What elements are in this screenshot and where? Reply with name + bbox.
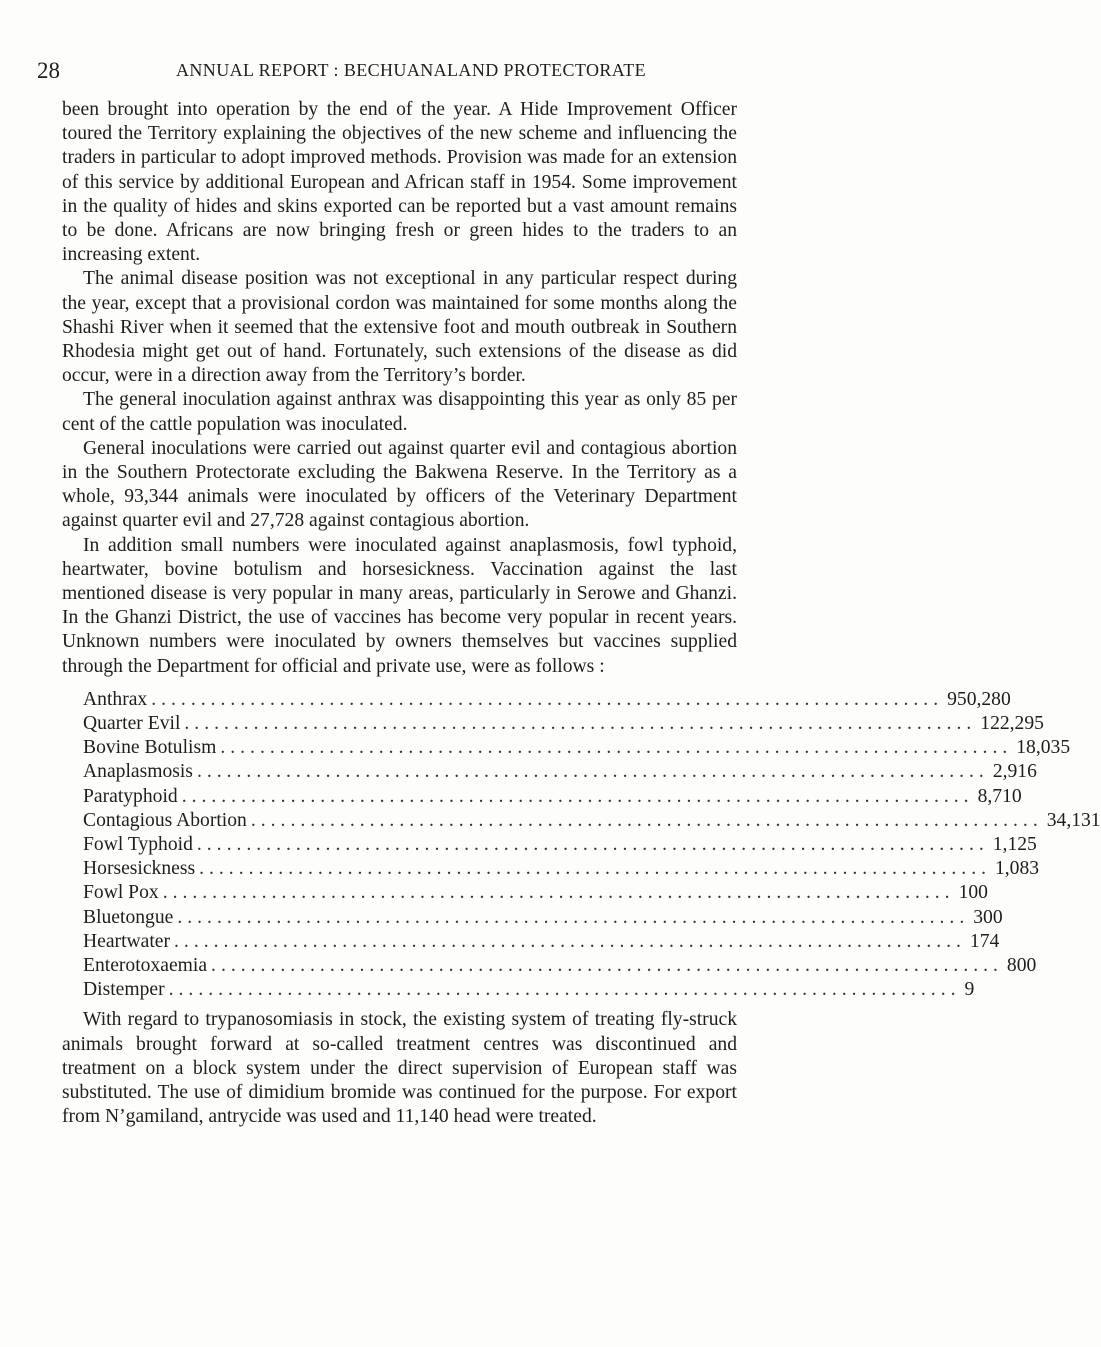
dot-leader: ................................................................................ [174,930,966,952]
vaccine-row [83,906,1003,930]
vaccine-quantity: 950,280 [947,688,1011,710]
vaccine-name: Fowl Typhoid [83,834,193,855]
paragraph-general-inoculations: General inoculations were carried out against quarter evil and contagious abortion in the Southern Protectorate excluding the Bakwena Reserve. In the Territory as a whole, 93,344 animals were inoculated by officers of the Veterinary Department against quarter evil and 27,728 against contagious abortion. [62,437,737,532]
paragraph-animal-disease: The animal disease position was not exceptional in any particular respect during the year, except that a provisional cordon was maintained for some months along the Shashi River when it seemed that the extensive foot and mouth outbreak in Southern Rhodesia might get out of hand. Fortunately, such extensions of the disease as did occur, were in a direction away from the Territory’s border. [62,268,737,387]
vaccine-row [83,785,1022,809]
vaccine-name: Paratyphoid [83,785,178,807]
paragraph-hide-improvement: been brought into operation by the end of the year. A Hide Improvement Officer toured the Territory explaining the objectives of the new scheme and influencing the traders in particular to adopt improved methods. Provision was made for an extension of this service by additional European and African staff in 1954. Some improvement in the quality of hides and skins exported can be reported but a vast amount remains to be done. Africans are now bringing fresh or green hides to the traders to an increasing extent. [62,99,737,266]
dot-leader: ................................................................................ [168,979,961,1001]
vaccine-name: Distemper [83,979,165,1001]
vaccine-quantity: 9 [964,979,975,1001]
vaccine-quantity: 34,131 [1046,809,1101,831]
vaccine-row [83,736,1071,760]
vaccine-quantity: 2,916 [992,761,1037,783]
vaccine-name: Contagious Abortion [83,809,247,831]
vaccine-quantity: 100 [958,882,988,904]
vaccine-quantity: 300 [973,906,1003,928]
vaccine-name: Horsesickness [83,858,196,880]
dot-leader: ................................................................................ [181,785,974,807]
vaccine-name: Quarter Evil [83,713,181,735]
vaccine-name: Anaplasmosis [83,761,193,783]
page-number: 28 [37,58,60,83]
running-title: ANNUAL REPORT : BECHUANALAND PROTECTORATE [176,60,647,80]
dot-leader: ................................................................................ [250,809,1043,831]
dot-leader: ................................................................................ [196,761,989,783]
vaccine-row [83,760,1037,784]
vaccine-name: Fowl Pox [83,882,159,904]
dot-leader: ................................................................................ [199,858,991,880]
dot-leader: ................................................................................ [162,882,955,904]
vaccine-name: Enterotoxaemia [83,954,208,976]
vaccine-row [83,809,1101,833]
vaccine-name: Anthrax [83,688,148,710]
vaccine-row [83,881,988,905]
vaccine-name: Heartwater [83,930,171,952]
vaccine-row [83,688,1011,712]
dot-leader: ................................................................................ [184,713,977,735]
paragraph-trypanosomiasis: With regard to trypanosomiasis in stock, the existing system of treating fly-struck animals brought forward at so-called treatment centres was discontinued and treatment on a block system under the direct supervision of European staff was substituted. The use of dimidium bromide was continued for the purpose. For export from N’gamiland, antrycide was used and 11,140 head were treated. [62,1009,737,1128]
vaccine-name: Bluetongue [83,906,174,928]
vaccine-quantity: 174 [969,930,1000,952]
vaccine-row [83,712,1044,736]
vaccine-row [83,857,1040,881]
vaccine-quantity: 1,083 [994,858,1040,880]
vaccine-row [83,954,1037,978]
vaccine-quantity: 8,710 [977,785,1022,807]
vaccine-quantity: 800 [1006,954,1037,976]
dot-leader: ................................................................................ [177,906,970,928]
vaccine-row [83,930,1000,954]
page-header [37,58,757,88]
paragraph-small-numbers: In addition small numbers were inoculated against anaplasmosis, fowl typhoid, heartwater, bovine botulism and horsesickness. Vaccination against the last mentioned disease is very popular in many areas, particularly in Serowe and Ghanzi. In the Ghanzi District, the use of vaccines has become very popular in recent years. Unknown numbers were inoculated by owners themselves but vaccines supplied through the Department for official and private use, were as follows : [62,534,737,677]
dot-leader: ................................................................................ [211,954,1003,976]
vaccine-quantity: 122,295 [980,713,1044,735]
vaccine-quantity: 18,035 [1016,737,1071,759]
vaccine-row [83,833,1037,857]
vaccine-quantity: 1,125 [992,834,1037,855]
vaccine-table [83,688,1101,1002]
dot-leader: ................................................................................ [220,737,1013,759]
dot-leader: ................................................................................ [151,688,944,710]
vaccine-name: Bovine Botulism [83,737,217,759]
report-body [62,98,1101,1129]
vaccine-row [83,978,975,1002]
paragraph-anthrax: The general inoculation against anthrax was disappointing this year as only 85 per cent of the cattle population was inoculated. [62,389,737,435]
dot-leader: ................................................................................ [196,834,989,855]
